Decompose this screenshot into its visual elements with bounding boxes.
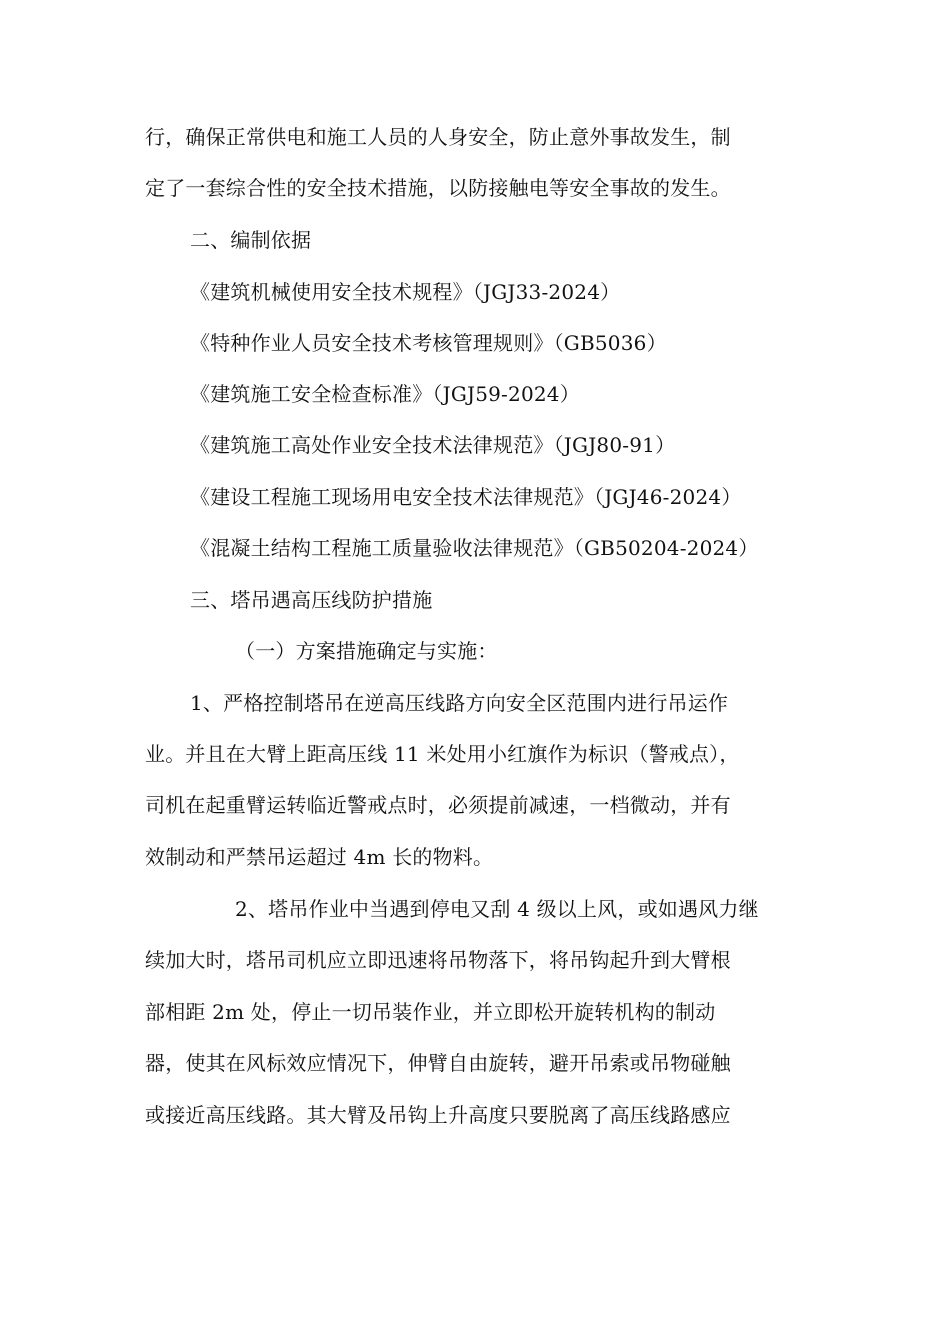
section-heading-measures: 三、塔吊遇高压线防护措施 (190, 588, 433, 612)
paragraph-1-line-2: 业。并且在大臂上距高压线 11 米处用小红旗作为标识（警戒点）， (145, 742, 740, 766)
reference-item-2: 《特种作业人员安全技术考核管理规则》（GB5036） (190, 331, 667, 355)
paragraph-2-line-4: 器，使其在风标效应情况下，伸臂自由旋转，避开吊索或吊物碰触 (145, 1051, 731, 1075)
paragraph-2-line-3: 部相距 2m 处，停止一切吊装作业，并立即松开旋转机构的制动 (145, 1000, 716, 1024)
reference-item-3: 《建筑施工安全检查标准》（JGJ59-2024） (190, 382, 580, 406)
paragraph-1-line-4: 效制动和严禁吊运超过 4m 长的物料。 (145, 845, 494, 869)
reference-item-1: 《建筑机械使用安全技术规程》（JGJ33-2024） (190, 280, 621, 304)
paragraph-1-line-3: 司机在起重臂运转临近警戒点时，必须提前减速，一档微动，并有 (145, 793, 731, 817)
reference-item-6: 《混凝土结构工程施工质量验收法律规范》（GB50204-2024） (190, 536, 759, 560)
reference-item-5: 《建设工程施工现场用电安全技术法律规范》（JGJ46-2024） (190, 485, 742, 509)
paragraph-2-line-5: 或接近高压线路。其大臂及吊钩上升高度只要脱离了高压线路感应 (145, 1103, 731, 1127)
section-heading-basis: 二、编制依据 (190, 228, 312, 252)
subsection-heading: （一）方案措施确定与实施： (235, 639, 498, 663)
paragraph-2-line-1: 2、塔吊作业中当遇到停电又刮 4 级以上风，或如遇风力继 (235, 897, 759, 921)
paragraph-line-2: 定了一套综合性的安全技术措施，以防接触电等安全事故的发生。 (145, 176, 731, 200)
paragraph-2-line-2: 续加大时，塔吊司机应立即迅速将吊物落下，将吊钩起升到大臂根 (145, 948, 731, 972)
paragraph-line-1: 行，确保正常供电和施工人员的人身安全，防止意外事故发生，制 (145, 125, 731, 149)
reference-item-4: 《建筑施工高处作业安全技术法律规范》（JGJ80-91） (190, 433, 676, 457)
paragraph-1-line-1: 1、严格控制塔吊在逆高压线路方向安全区范围内进行吊运作 (190, 691, 729, 715)
